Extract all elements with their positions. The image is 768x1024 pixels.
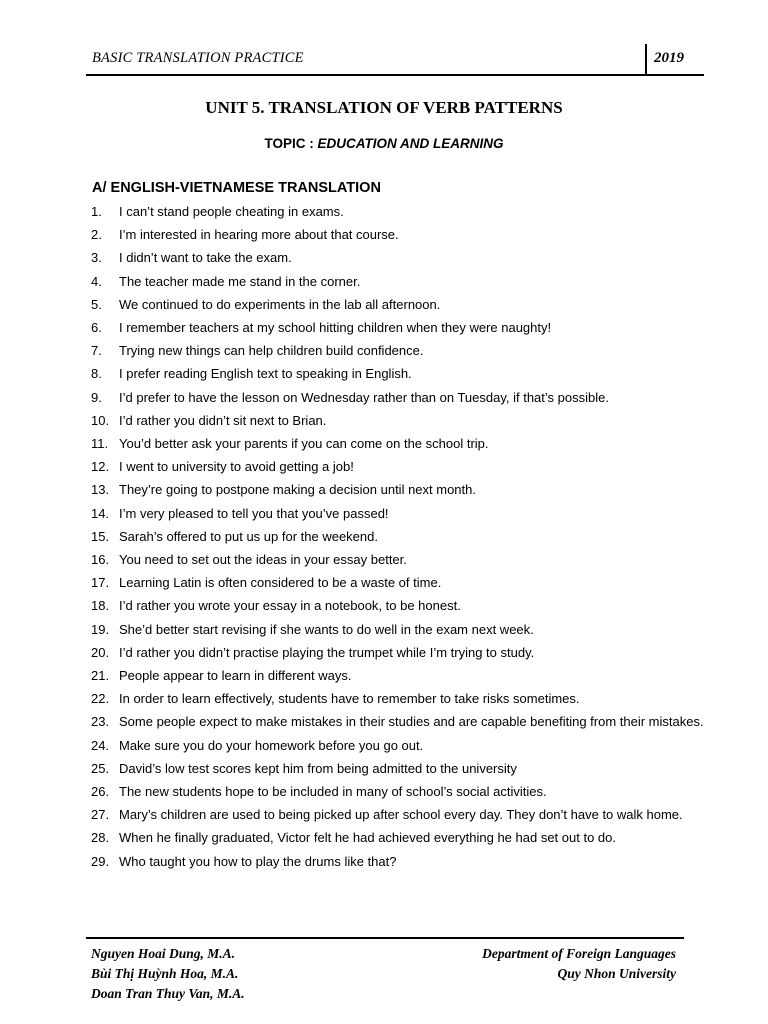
exercise-item bbox=[91, 664, 711, 687]
exercise-text: In order to learn effectively, students have to remember to take risks sometimes. bbox=[119, 691, 580, 707]
exercise-item bbox=[91, 502, 711, 525]
exercise-text: I went to university to avoid getting a job! bbox=[119, 459, 354, 475]
exercise-number: 9. bbox=[91, 389, 102, 405]
exercise-number: 12. bbox=[91, 459, 110, 475]
exercise-item bbox=[91, 710, 711, 733]
exercise-item bbox=[91, 594, 711, 617]
exercise-number: 6. bbox=[91, 320, 102, 336]
exercise-text: I’d rather you wrote your essay in a notebook, to be honest. bbox=[119, 598, 461, 614]
exercise-text: Some people expect to make mistakes in their studies and are capable benefiting from their mistakes. bbox=[119, 714, 704, 730]
exercise-item bbox=[91, 293, 711, 316]
exercise-text: She’d better start revising if she wants to do well in the exam next week. bbox=[119, 621, 534, 637]
exercise-number: 14. bbox=[91, 505, 110, 521]
author-name: Nguyen Hoai Dung, M.A. bbox=[91, 946, 236, 961]
exercise-text: Who taught you how to play the drums like that? bbox=[119, 853, 397, 869]
exercise-number: 23. bbox=[91, 714, 110, 730]
exercise-item bbox=[91, 478, 711, 501]
exercise-item bbox=[91, 200, 711, 223]
exercise-text: Sarah’s offered to put us up for the weekend. bbox=[119, 528, 378, 544]
exercise-number: 22. bbox=[91, 691, 110, 707]
section-heading: A/ ENGLISH-VIETNAMESE TRANSLATION bbox=[92, 180, 381, 196]
exercise-number: 29. bbox=[91, 853, 110, 869]
header-rule bbox=[86, 74, 704, 76]
exercise-number: 18. bbox=[91, 598, 110, 614]
exercise-number: 17. bbox=[91, 575, 110, 591]
exercise-text: Make sure you do your homework before you go out. bbox=[119, 737, 424, 753]
footer-rule bbox=[86, 937, 684, 939]
exercise-number: 5. bbox=[91, 296, 102, 312]
exercise-number: 2. bbox=[91, 227, 102, 243]
topic-line bbox=[0, 136, 768, 151]
exercise-item bbox=[91, 548, 711, 571]
topic-label: TOPIC : bbox=[264, 136, 318, 151]
exercise-text: Learning Latin is often considered to be a waste of time. bbox=[119, 575, 442, 591]
exercise-text: David’s low test scores kept him from being admitted to the university bbox=[119, 760, 517, 776]
footer-authors bbox=[91, 944, 245, 1004]
exercise-list bbox=[91, 200, 711, 873]
exercise-text: People appear to learn in different ways. bbox=[119, 668, 352, 684]
exercise-item bbox=[91, 223, 711, 246]
exercise-text: I’d rather you didn’t sit next to Brian. bbox=[119, 412, 327, 428]
department-name: Department of Foreign Languages bbox=[482, 946, 676, 961]
exercise-number: 1. bbox=[91, 204, 102, 219]
exercise-text: They’re going to postpone making a decision until next month. bbox=[119, 482, 476, 498]
author-name: Doan Tran Thuy Van, M.A. bbox=[91, 986, 245, 1001]
exercise-number: 27. bbox=[91, 807, 110, 823]
exercise-text: We continued to do experiments in the lab all afternoon. bbox=[119, 296, 441, 312]
exercise-item bbox=[91, 618, 711, 641]
topic-value: EDUCATION AND LEARNING bbox=[317, 136, 504, 151]
exercise-item bbox=[91, 339, 711, 362]
exercise-item bbox=[91, 780, 711, 803]
exercise-item bbox=[91, 826, 711, 849]
unit-title: UNIT 5. TRANSLATION OF VERB PATTERNS bbox=[205, 98, 563, 117]
university-name: Quy Nhon University bbox=[557, 966, 676, 981]
exercise-text: The teacher made me stand in the corner. bbox=[119, 273, 361, 289]
exercise-text: I’d prefer to have the lesson on Wednesday rather than on Tuesday, if that’s possible. bbox=[119, 389, 609, 405]
document-title: BASIC TRANSLATION PRACTICE bbox=[92, 50, 304, 66]
exercise-item bbox=[91, 455, 711, 478]
exercise-number: 11. bbox=[91, 436, 109, 452]
exercise-item bbox=[91, 316, 711, 339]
page-header bbox=[86, 44, 704, 76]
exercise-number: 28. bbox=[91, 830, 110, 846]
exercise-text: I’m very pleased to tell you that you’ve passed! bbox=[119, 505, 389, 521]
exercise-number: 13. bbox=[91, 482, 110, 498]
exercise-number: 8. bbox=[91, 366, 102, 382]
exercise-item bbox=[91, 386, 711, 409]
exercise-number: 26. bbox=[91, 784, 110, 800]
exercise-item bbox=[91, 734, 711, 757]
exercise-item bbox=[91, 409, 711, 432]
exercise-item bbox=[91, 641, 711, 664]
exercise-item bbox=[91, 270, 711, 293]
exercise-text: When he finally graduated, Victor felt he had achieved everything he had set out to do. bbox=[119, 830, 616, 846]
header-divider bbox=[645, 44, 647, 74]
exercise-text: I can’t stand people cheating in exams. bbox=[119, 204, 344, 219]
exercise-text: The new students hope to be included in many of school’s social activities. bbox=[119, 784, 547, 800]
document-year: 2019 bbox=[654, 50, 684, 66]
exercise-number: 24. bbox=[91, 737, 110, 753]
footer-institution bbox=[482, 944, 676, 984]
exercise-item bbox=[91, 687, 711, 710]
exercise-item bbox=[91, 362, 711, 385]
exercise-item bbox=[91, 850, 711, 873]
exercise-item bbox=[91, 432, 711, 455]
exercise-number: 4. bbox=[91, 273, 102, 289]
exercise-number: 19. bbox=[91, 621, 110, 637]
exercise-text: I remember teachers at my school hitting children when they were naughty! bbox=[119, 320, 552, 336]
exercise-number: 16. bbox=[91, 552, 110, 568]
exercise-item bbox=[91, 571, 711, 594]
exercise-text: I’d rather you didn’t practise playing the trumpet while I’m trying to study. bbox=[119, 644, 535, 660]
exercise-text: Mary’s children are used to being picked up after school every day. They don’t have to walk home. bbox=[119, 807, 683, 823]
exercise-item bbox=[91, 757, 711, 780]
exercise-text: I didn’t want to take the exam. bbox=[119, 250, 292, 266]
exercise-number: 7. bbox=[91, 343, 102, 359]
exercise-item bbox=[91, 803, 711, 826]
exercise-text: You need to set out the ideas in your essay better. bbox=[119, 552, 407, 568]
exercise-text: You’d better ask your parents if you can come on the school trip. bbox=[119, 436, 489, 452]
exercise-item bbox=[91, 246, 711, 269]
author-name: Bùi Thị Huỳnh Hoa, M.A. bbox=[91, 966, 239, 981]
exercise-number: 25. bbox=[91, 760, 110, 776]
exercise-text: Trying new things can help children build confidence. bbox=[119, 343, 424, 359]
exercise-item bbox=[91, 525, 711, 548]
exercise-number: 20. bbox=[91, 644, 110, 660]
exercise-text: I’m interested in hearing more about that course. bbox=[119, 227, 399, 243]
exercise-number: 21. bbox=[91, 668, 110, 684]
exercise-number: 15. bbox=[91, 528, 110, 544]
exercise-text: I prefer reading English text to speaking in English. bbox=[119, 366, 412, 382]
exercise-number: 10. bbox=[91, 412, 110, 428]
exercise-number: 3. bbox=[91, 250, 102, 266]
